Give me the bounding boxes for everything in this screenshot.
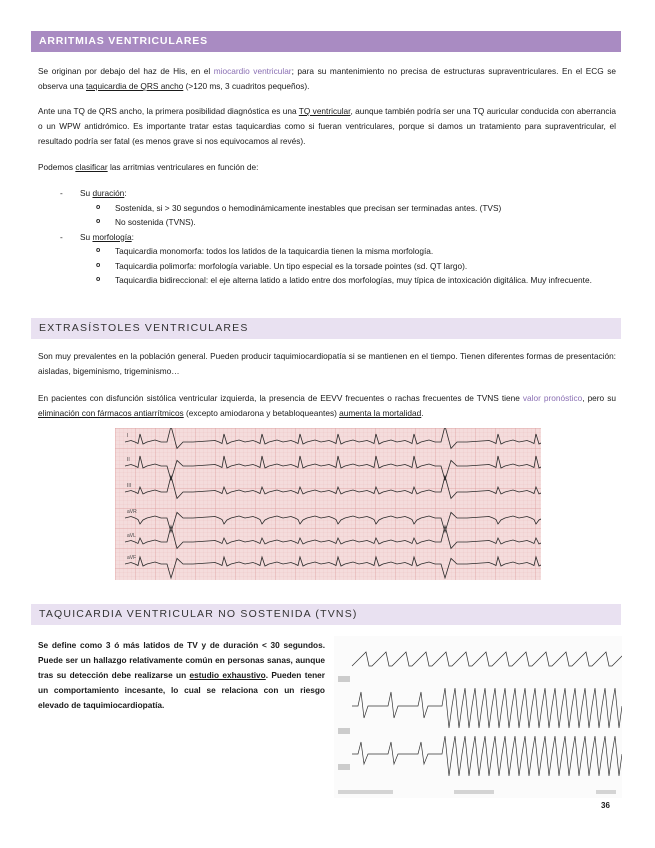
list-subitem: o Taquicardia polimorfa: morfología variable. Un tipo especial es la torsade pointes (sd. QT largo). [96,260,468,271]
ecg-lead-label: aVL [127,533,136,539]
section-heading-arritmias: ARRITMIAS VENTRICULARES [31,31,621,52]
section-heading-tvns: TAQUICARDIA VENTRICULAR NO SOSTENIDA (TVNS) [31,604,621,625]
list-item-duracion: - Su duración: [60,188,127,198]
paragraph-pronostico: En pacientes con disfunción sistólica ventricular izquierda, la presencia de EEVV frecuentes o rachas frecuentes de TVNS tiene valor pronóstico, pero su eliminación con fármacos antiarrítmicos (excepto amiodarona y betabloqueantes) aumenta la mortalidad. [38,393,616,418]
list-subitem: o Sostenida, si > 30 segundos o hemodinámicamente inestables que precisan ser terminadas antes. (TVS) [96,202,502,213]
link-miocardio-ventricular[interactable]: miocardio ventricular [213,66,292,76]
section-heading-extrasistoles: EXTRASÍSTOLES VENTRICULARES [31,318,621,339]
ecg-lead-label: aVF [127,555,137,561]
ecg-lead-label: I [127,433,129,439]
ecg-lead-label: II [127,457,130,463]
ecg-lead-label: III [127,483,132,489]
paragraph-prevalencia: Son muy prevalentes en la población general. Pueden producir taquimiocardiopatía si se mantienen en el tiempo. Tienen diferentes formas de presentación: aisladas, bigeminismo, trigeminismo… [38,351,616,376]
list-subitem: o Taquicardia bidireccional: el eje alterna latido a latido entre dos morfologías, muy típica de intoxicación digitálica. Muy infrecuente. [96,275,592,285]
paragraph-tvns-definicion: Se define como 3 ó más latidos de TV y de duración < 30 segundos. Puede ser un hallazgo relativamente común en personas sanas, aunque tras su detección debe realizarse un estudio exhaustivo. Pueden tener un comportamiento incesante, lo cual se relaciona con un riesgo elevado de taquimiocardiopatía. [38,640,325,710]
paragraph-clasificar: Podemos clasificar las arritmias ventriculares en función de: [38,162,259,172]
ecg-extrasistoles-image [115,428,541,580]
paragraph-origen: Se originan por debajo del haz de His, en el miocardio ventricular; para su mantenimiento no precisa de estructuras supraventriculares. En el ECG se observa una taquicardia de QRS ancho (>120 ms, 3 cuadritos pequeños). [38,66,617,91]
ecg-lead-label: aVR [127,509,137,515]
list-subitem: o Taquicardia monomorfa: todos los latidos de la taquicardia tienen la misma morfología. [96,246,434,256]
page-number: 36 [601,801,610,810]
list-subitem: o No sostenida (TVNS). [96,217,196,227]
paragraph-qrs-ancho: Ante una TQ de QRS ancho, la primera posibilidad diagnóstica es una TQ ventricular, aunque también podría ser una TQ auricular conducida con aberrancia o un WPW antidrómico. Es importante tratar estas taquicardias como si fueran ventriculares, porque si damos un tratamiento para supraventricular, el resultado podría ser fatal (es menos grave si nos equivocamos al revés). [38,106,616,146]
classification-list [38,186,618,288]
link-valor-pronostico[interactable]: valor pronóstico [522,393,583,403]
list-item-morfologia: - Su morfología: [60,231,134,242]
ecg-tvns-image [334,636,622,798]
